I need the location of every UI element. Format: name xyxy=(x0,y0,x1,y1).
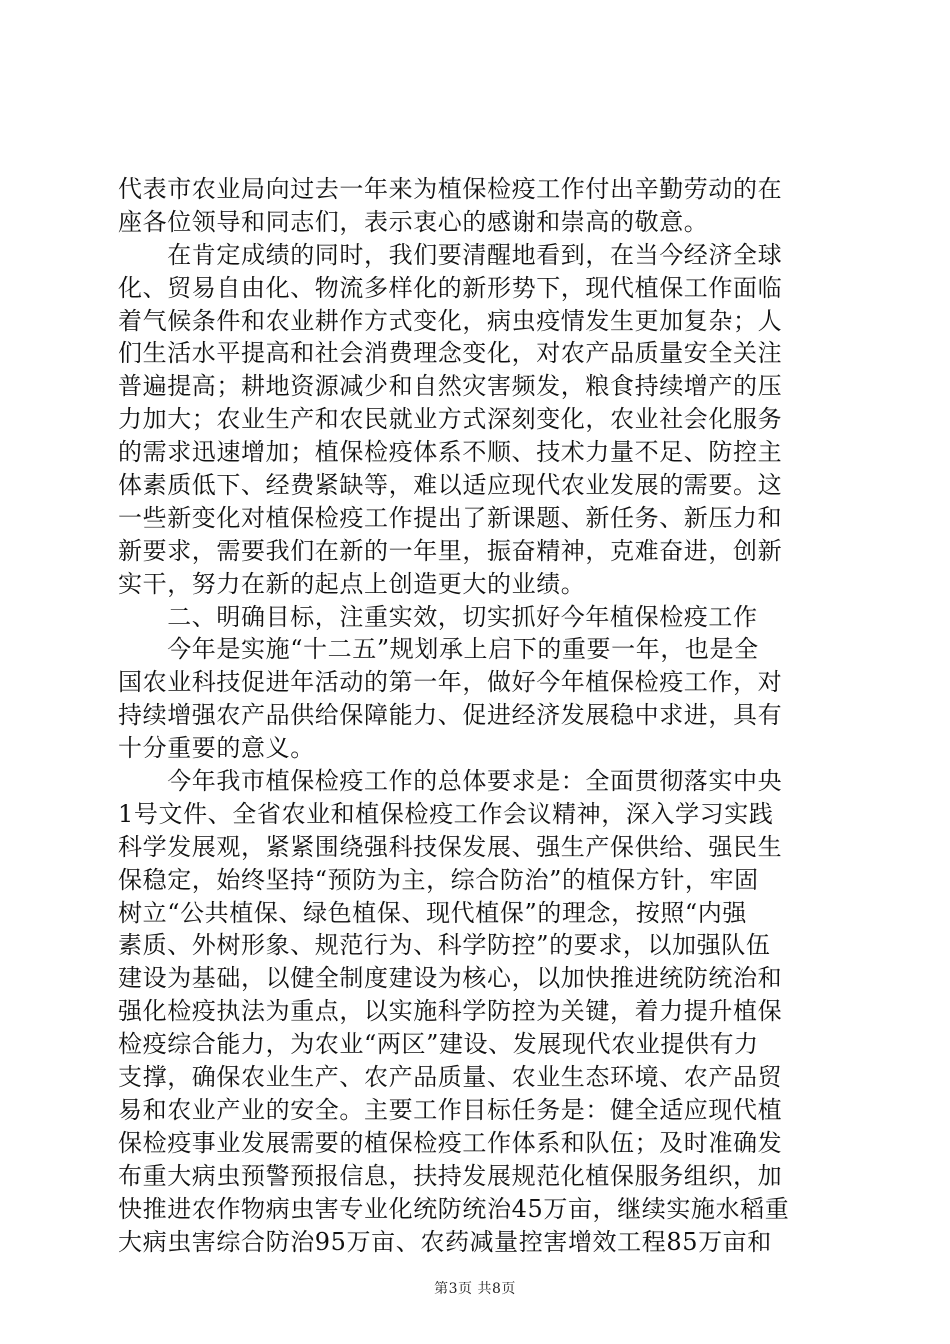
text-line: 在肯定成绩的同时，我们要清醒地看到，在当今经济全球 xyxy=(118,240,783,269)
text-line: 国农业科技促进年活动的第一年，做好今年植保检疫工作，对 xyxy=(118,668,783,697)
text-line: 支撑，确保农业生产、农产品质量、农业生态环境、农产品贸 xyxy=(118,1063,783,1092)
text-line: 今年我市植保检疫工作的总体要求是：全面贯彻落实中央 xyxy=(118,767,783,796)
text-line: 树立“公共植保、绿色植保、现代植保”的理念，按照“内强 xyxy=(118,898,748,927)
text-line: 快推进农作物病虫害专业化统防统治45万亩，继续实施水稻重 xyxy=(118,1194,790,1223)
text-line: 建设为基础，以健全制度建设为核心，以加快推进统防统治和 xyxy=(118,964,783,993)
text-line: 今年是实施“十二五”规划承上启下的重要一年，也是全 xyxy=(118,635,759,664)
text-line: 一些新变化对植保检疫工作提出了新课题、新任务、新压力和 xyxy=(118,503,783,532)
text-line: 代表市农业局向过去一年来为植保检疫工作付出辛勤劳动的在 xyxy=(118,175,783,203)
text-line: 体素质低下、经费紧缺等，难以适应现代农业发展的需要。这 xyxy=(118,471,783,500)
text-line: 十分重要的意义。 xyxy=(118,734,315,763)
text-line: 化、贸易自由化、物流多样化的新形势下，现代植保工作面临 xyxy=(118,273,783,302)
text-line: 1号文件、全省农业和植保检疫工作会议精神，深入学习实践 xyxy=(118,799,774,828)
text-line: 着气候条件和农业耕作方式变化，病虫疫情发生更加复杂；人 xyxy=(118,306,783,335)
text-line: 新要求，需要我们在新的一年里，振奋精神，克难奋进，创新 xyxy=(118,536,783,565)
text-line: 二、明确目标，注重实效，切实抓好今年植保检疫工作 xyxy=(118,602,758,631)
text-line: 保稳定，始终坚持“预防为主，综合防治”的植保方针，牢固 xyxy=(118,865,759,894)
text-line: 持续增强农产品供给保障能力、促进经济发展稳中求进，具有 xyxy=(118,701,783,730)
text-line: 普遍提高；耕地资源减少和自然灾害频发，粮食持续增产的压 xyxy=(118,372,783,401)
text-line: 们生活水平提高和社会消费理念变化，对农产品质量安全关注 xyxy=(118,339,783,368)
text-line: 实干，努力在新的起点上创造更大的业绩。 xyxy=(118,569,586,598)
text-line: 检疫综合能力，为农业“两区”建设、发展现代农业提供有力 xyxy=(118,1030,759,1059)
text-line: 易和农业产业的安全。主要工作目标任务是：健全适应现代植 xyxy=(118,1095,783,1124)
document-body xyxy=(118,173,836,1258)
text-line: 大病虫害综合防治95万亩、农药减量控害增效工程85万亩和 xyxy=(118,1227,772,1256)
text-line: 的需求迅速增加；植保检疫体系不顺、技术力量不足、防控主 xyxy=(118,438,783,467)
text-line: 素质、外树形象、规范行为、科学防控”的要求，以加强队伍 xyxy=(118,931,771,960)
page-footer: 第3页 共8页 xyxy=(434,1281,516,1297)
text-line: 布重大病虫预警预报信息，扶持发展规范化植保服务组织，加 xyxy=(118,1161,783,1190)
text-line: 保检疫事业发展需要的植保检疫工作体系和队伍；及时准确发 xyxy=(118,1128,783,1157)
text-line: 座各位领导和同志们，表示衷心的感谢和崇高的敬意。 xyxy=(118,207,709,236)
text-line: 力加大；农业生产和农民就业方式深刻变化，农业社会化服务 xyxy=(118,405,783,434)
text-line: 强化检疫执法为重点，以实施科学防控为关键，着力提升植保 xyxy=(118,997,783,1026)
text-line: 科学发展观，紧紧围绕强科技保发展、强生产保供给、强民生 xyxy=(118,832,783,861)
